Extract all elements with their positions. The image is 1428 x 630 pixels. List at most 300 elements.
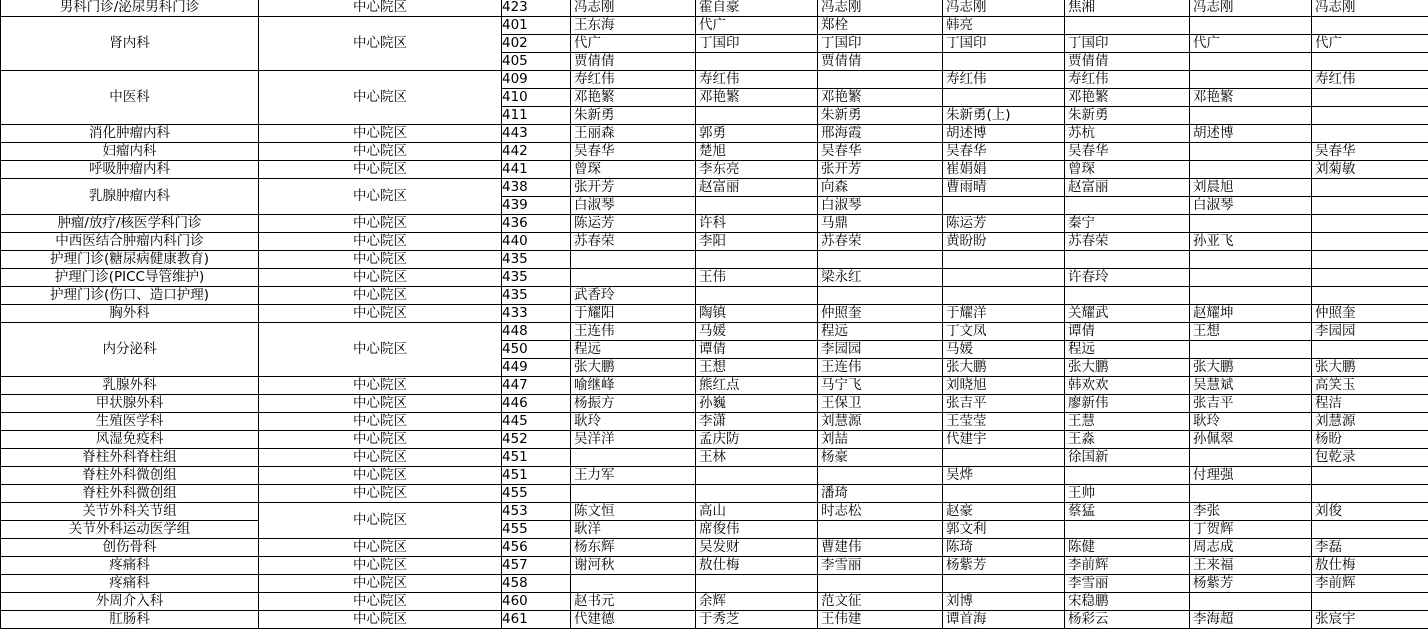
area-cell: 中心院区	[259, 251, 502, 269]
doctor-cell	[1312, 521, 1428, 539]
room-cell: 409	[502, 71, 571, 89]
doctor-cell: 高山	[696, 503, 818, 521]
table-row	[1, 71, 1428, 89]
room-cell: 460	[502, 593, 571, 611]
table-row	[1, 431, 1428, 449]
doctor-cell: 熊红点	[696, 377, 818, 395]
doctor-cell	[818, 575, 943, 593]
doctor-cell	[818, 287, 943, 305]
doctor-cell: 王丽森	[571, 125, 696, 143]
doctor-cell: 吴发财	[696, 539, 818, 557]
doctor-cell: 张开芳	[571, 179, 696, 197]
doctor-cell: 崔娟娟	[943, 161, 1065, 179]
dept-cell: 呼吸肿瘤内科	[1, 161, 259, 179]
doctor-cell: 刘晓旭	[943, 377, 1065, 395]
doctor-cell: 胡述博	[1190, 125, 1312, 143]
doctor-cell: 霍自豪	[696, 0, 818, 17]
dept-cell: 中医科	[1, 71, 259, 125]
doctor-cell	[1312, 17, 1428, 35]
doctor-cell	[1065, 467, 1190, 485]
dept-cell: 创伤骨科	[1, 539, 259, 557]
area-cell: 中心院区	[259, 611, 502, 629]
doctor-cell: 李潇	[696, 413, 818, 431]
dept-cell: 关节外科运动医学组	[1, 521, 259, 539]
table-row	[1, 215, 1428, 233]
doctor-cell: 朱新勇	[818, 107, 943, 125]
doctor-cell: 武香玲	[571, 287, 696, 305]
doctor-cell	[1065, 251, 1190, 269]
doctor-cell	[1190, 269, 1312, 287]
doctor-cell: 朱新勇	[571, 107, 696, 125]
table-row	[1, 413, 1428, 431]
doctor-cell: 张吉平	[943, 395, 1065, 413]
area-cell: 中心院区	[259, 125, 502, 143]
doctor-cell: 吴慧斌	[1190, 377, 1312, 395]
room-cell: 435	[502, 251, 571, 269]
doctor-cell: 王淼	[1065, 431, 1190, 449]
doctor-cell	[1312, 287, 1428, 305]
doctor-cell: 李园园	[818, 341, 943, 359]
doctor-cell: 耿洋	[571, 521, 696, 539]
doctor-cell: 陈运芳	[943, 215, 1065, 233]
doctor-cell: 蔡猛	[1065, 503, 1190, 521]
room-cell: 447	[502, 377, 571, 395]
doctor-cell: 刘博	[943, 593, 1065, 611]
room-cell: 452	[502, 431, 571, 449]
room-cell: 436	[502, 215, 571, 233]
table-row	[1, 485, 1428, 503]
doctor-cell: 谭倩	[1065, 323, 1190, 341]
doctor-cell: 耿玲	[571, 413, 696, 431]
doctor-cell: 马鼎	[818, 215, 943, 233]
area-cell: 中心院区	[259, 395, 502, 413]
doctor-cell: 王东海	[571, 17, 696, 35]
doctor-cell: 楚旭	[696, 143, 818, 161]
doctor-cell	[1190, 53, 1312, 71]
doctor-cell: 代广	[1312, 35, 1428, 53]
room-cell: 410	[502, 89, 571, 107]
doctor-cell: 李园园	[1312, 323, 1428, 341]
room-cell: 451	[502, 449, 571, 467]
room-cell: 433	[502, 305, 571, 323]
table-row	[1, 287, 1428, 305]
room-cell: 423	[502, 0, 571, 17]
doctor-cell	[818, 71, 943, 89]
doctor-cell	[696, 197, 818, 215]
doctor-cell: 冯志刚	[1312, 0, 1428, 17]
room-cell: 438	[502, 179, 571, 197]
doctor-cell: 曾琛	[1065, 161, 1190, 179]
dept-cell: 男科门诊/泌尿男科门诊	[1, 0, 259, 17]
doctor-cell: 梁永红	[818, 269, 943, 287]
table-row	[1, 0, 1428, 17]
doctor-cell: 邢海霞	[818, 125, 943, 143]
area-cell: 中心院区	[259, 539, 502, 557]
room-cell: 442	[502, 143, 571, 161]
doctor-cell: 敖仕梅	[1312, 557, 1428, 575]
table-row	[1, 323, 1428, 341]
doctor-cell: 赵富丽	[1065, 179, 1190, 197]
doctor-cell: 代建宇	[943, 431, 1065, 449]
doctor-cell: 杨盼	[1312, 431, 1428, 449]
doctor-cell: 白淑琴	[571, 197, 696, 215]
doctor-cell	[1312, 197, 1428, 215]
doctor-cell: 冯志刚	[571, 0, 696, 17]
dept-cell: 外周介入科	[1, 593, 259, 611]
doctor-cell: 丁国印	[1065, 35, 1190, 53]
doctor-cell: 王保卫	[818, 395, 943, 413]
doctor-cell: 邓艳繁	[696, 89, 818, 107]
room-cell: 457	[502, 557, 571, 575]
doctor-cell	[1065, 287, 1190, 305]
table-row	[1, 575, 1428, 593]
doctor-cell: 丁国印	[818, 35, 943, 53]
doctor-cell: 贾倩倩	[818, 53, 943, 71]
doctor-cell: 于耀阳	[571, 305, 696, 323]
doctor-cell: 王来福	[1190, 557, 1312, 575]
doctor-cell	[1190, 71, 1312, 89]
doctor-cell: 程洁	[1312, 395, 1428, 413]
doctor-cell: 付理强	[1190, 467, 1312, 485]
doctor-cell	[1312, 125, 1428, 143]
doctor-cell: 孙巍	[696, 395, 818, 413]
area-cell: 中心院区	[259, 593, 502, 611]
doctor-cell	[696, 53, 818, 71]
doctor-cell: 许春玲	[1065, 269, 1190, 287]
doctor-cell: 王伟	[696, 269, 818, 287]
dept-cell: 乳腺外科	[1, 377, 259, 395]
doctor-cell	[1312, 251, 1428, 269]
doctor-cell: 代建德	[571, 611, 696, 629]
area-cell: 中心院区	[259, 0, 502, 17]
doctor-cell	[1190, 107, 1312, 125]
doctor-cell	[943, 485, 1065, 503]
dept-cell: 疼痛科	[1, 575, 259, 593]
room-cell: 450	[502, 341, 571, 359]
doctor-cell: 杨豪	[818, 449, 943, 467]
dept-cell: 护理门诊(伤口、造口护理)	[1, 287, 259, 305]
doctor-cell: 丁国印	[696, 35, 818, 53]
dept-cell: 生殖医学科	[1, 413, 259, 431]
doctor-cell: 寿红伟	[696, 71, 818, 89]
doctor-cell: 王想	[696, 359, 818, 377]
doctor-cell: 张大鹏	[1312, 359, 1428, 377]
room-cell: 411	[502, 107, 571, 125]
room-cell: 445	[502, 413, 571, 431]
doctor-cell: 关耀武	[1065, 305, 1190, 323]
doctor-cell	[1190, 161, 1312, 179]
area-cell: 中心院区	[259, 233, 502, 251]
doctor-cell: 李东亮	[696, 161, 818, 179]
doctor-cell	[1190, 143, 1312, 161]
doctor-cell: 张吉平	[1190, 395, 1312, 413]
doctor-cell: 胡述博	[943, 125, 1065, 143]
doctor-cell: 孙亚飞	[1190, 233, 1312, 251]
doctor-cell	[943, 269, 1065, 287]
room-cell: 446	[502, 395, 571, 413]
doctor-cell: 邓艳繁	[1190, 89, 1312, 107]
doctor-cell	[1312, 179, 1428, 197]
area-cell: 中心院区	[259, 269, 502, 287]
doctor-cell: 王连伟	[818, 359, 943, 377]
doctor-cell	[1312, 53, 1428, 71]
doctor-cell: 冯志刚	[943, 0, 1065, 17]
table-row	[1, 17, 1428, 35]
area-cell: 中心院区	[259, 503, 502, 539]
doctor-cell: 赵耀坤	[1190, 305, 1312, 323]
doctor-cell: 马宁飞	[818, 377, 943, 395]
dept-cell: 关节外科关节组	[1, 503, 259, 521]
area-cell: 中心院区	[259, 161, 502, 179]
dept-cell: 乳腺肿瘤内科	[1, 179, 259, 215]
doctor-cell	[943, 53, 1065, 71]
doctor-cell: 邓艳繁	[1065, 89, 1190, 107]
doctor-cell: 刘菊敏	[1312, 161, 1428, 179]
doctor-cell	[1312, 341, 1428, 359]
table-row	[1, 503, 1428, 521]
room-cell: 441	[502, 161, 571, 179]
dept-cell: 消化肿瘤内科	[1, 125, 259, 143]
area-cell: 中心院区	[259, 449, 502, 467]
doctor-cell: 贾倩倩	[571, 53, 696, 71]
doctor-cell: 时志松	[818, 503, 943, 521]
table-row	[1, 377, 1428, 395]
doctor-cell: 韩亮	[943, 17, 1065, 35]
table-row	[1, 161, 1428, 179]
doctor-cell	[696, 107, 818, 125]
room-cell: 453	[502, 503, 571, 521]
table-row	[1, 539, 1428, 557]
doctor-cell: 吴春华	[1312, 143, 1428, 161]
doctor-cell: 马媛	[943, 341, 1065, 359]
doctor-cell	[818, 251, 943, 269]
doctor-cell: 黄盼盼	[943, 233, 1065, 251]
room-cell: 461	[502, 611, 571, 629]
table-row	[1, 593, 1428, 611]
doctor-cell: 耿玲	[1190, 413, 1312, 431]
area-cell: 中心院区	[259, 431, 502, 449]
doctor-cell: 刘喆	[818, 431, 943, 449]
area-cell: 中心院区	[259, 215, 502, 233]
doctor-cell: 寿红伟	[1312, 71, 1428, 89]
doctor-cell: 杨紫芳	[1190, 575, 1312, 593]
doctor-cell: 寿红伟	[1065, 71, 1190, 89]
doctor-cell: 敖仕梅	[696, 557, 818, 575]
doctor-cell: 包乾录	[1312, 449, 1428, 467]
doctor-cell	[1312, 89, 1428, 107]
table-row	[1, 557, 1428, 575]
doctor-cell: 张大鹏	[1065, 359, 1190, 377]
doctor-cell: 吴春华	[571, 143, 696, 161]
dept-cell: 护理门诊(PICC导管维护)	[1, 269, 259, 287]
doctor-cell	[1065, 521, 1190, 539]
doctor-cell: 于耀洋	[943, 305, 1065, 323]
doctor-cell: 冯志刚	[1190, 0, 1312, 17]
room-cell: 451	[502, 467, 571, 485]
doctor-cell: 向森	[818, 179, 943, 197]
doctor-cell: 赵豪	[943, 503, 1065, 521]
doctor-cell: 张大鹏	[943, 359, 1065, 377]
doctor-cell	[696, 251, 818, 269]
doctor-cell: 郭勇	[696, 125, 818, 143]
table-row	[1, 449, 1428, 467]
doctor-cell: 朱新勇	[1065, 107, 1190, 125]
doctor-cell	[696, 575, 818, 593]
doctor-cell	[943, 449, 1065, 467]
doctor-cell: 孙佩翠	[1190, 431, 1312, 449]
doctor-cell: 吴烨	[943, 467, 1065, 485]
doctor-cell: 李磊	[1312, 539, 1428, 557]
doctor-cell: 杨东辉	[571, 539, 696, 557]
doctor-cell: 韩欢欢	[1065, 377, 1190, 395]
doctor-cell: 郑栓	[818, 17, 943, 35]
doctor-cell	[818, 521, 943, 539]
table-row	[1, 251, 1428, 269]
room-cell: 448	[502, 323, 571, 341]
doctor-cell: 程远	[818, 323, 943, 341]
doctor-cell: 李雪丽	[818, 557, 943, 575]
room-cell: 449	[502, 359, 571, 377]
room-cell: 455	[502, 485, 571, 503]
doctor-cell: 白淑琴	[1190, 197, 1312, 215]
doctor-cell	[1312, 467, 1428, 485]
doctor-cell: 吴洋洋	[571, 431, 696, 449]
doctor-cell: 刘慧源	[1312, 413, 1428, 431]
room-cell: 458	[502, 575, 571, 593]
room-cell: 456	[502, 539, 571, 557]
doctor-cell	[1065, 197, 1190, 215]
doctor-cell: 代广	[571, 35, 696, 53]
dept-cell: 中西医结合肿瘤内科门诊	[1, 233, 259, 251]
doctor-cell: 李海超	[1190, 611, 1312, 629]
doctor-cell: 陈运芳	[571, 215, 696, 233]
doctor-cell: 白淑琴	[818, 197, 943, 215]
doctor-cell	[1312, 485, 1428, 503]
doctor-cell: 李雪丽	[1065, 575, 1190, 593]
doctor-cell: 苏春荣	[571, 233, 696, 251]
doctor-cell: 曾琛	[571, 161, 696, 179]
doctor-cell: 王莹莹	[943, 413, 1065, 431]
doctor-cell	[1065, 17, 1190, 35]
room-cell: 455	[502, 521, 571, 539]
room-cell: 440	[502, 233, 571, 251]
doctor-cell: 寿红伟	[943, 71, 1065, 89]
doctor-cell: 贾倩倩	[1065, 53, 1190, 71]
table-row	[1, 521, 1428, 539]
doctor-cell: 寿红伟	[571, 71, 696, 89]
room-cell: 401	[502, 17, 571, 35]
doctor-cell: 许科	[696, 215, 818, 233]
doctor-cell: 孟庆防	[696, 431, 818, 449]
doctor-cell: 陶镇	[696, 305, 818, 323]
doctor-cell: 苏杭	[1065, 125, 1190, 143]
dept-cell: 胸外科	[1, 305, 259, 323]
area-cell: 中心院区	[259, 485, 502, 503]
doctor-cell	[571, 575, 696, 593]
doctor-cell	[1312, 215, 1428, 233]
room-cell: 439	[502, 197, 571, 215]
doctor-cell: 于秀芝	[696, 611, 818, 629]
doctor-cell	[571, 449, 696, 467]
doctor-cell: 余辉	[696, 593, 818, 611]
area-cell: 中心院区	[259, 575, 502, 593]
doctor-cell: 代广	[696, 17, 818, 35]
doctor-cell: 张大鹏	[1190, 359, 1312, 377]
doctor-cell: 赵富丽	[696, 179, 818, 197]
doctor-cell: 王连伟	[571, 323, 696, 341]
doctor-cell	[1190, 341, 1312, 359]
doctor-cell	[1190, 17, 1312, 35]
doctor-cell: 吴春华	[818, 143, 943, 161]
doctor-cell: 曹建伟	[818, 539, 943, 557]
doctor-cell: 郭文利	[943, 521, 1065, 539]
table-row	[1, 395, 1428, 413]
area-cell: 中心院区	[259, 287, 502, 305]
doctor-cell: 赵书元	[571, 593, 696, 611]
doctor-cell: 宋稳鹏	[1065, 593, 1190, 611]
doctor-cell: 苏春荣	[818, 233, 943, 251]
doctor-cell	[818, 467, 943, 485]
area-cell: 中心院区	[259, 557, 502, 575]
doctor-cell: 刘晨旭	[1190, 179, 1312, 197]
doctor-cell	[571, 251, 696, 269]
doctor-cell: 李前辉	[1065, 557, 1190, 575]
doctor-cell: 陈文恒	[571, 503, 696, 521]
doctor-cell: 李前辉	[1312, 575, 1428, 593]
doctor-cell	[943, 287, 1065, 305]
doctor-cell	[943, 197, 1065, 215]
doctor-cell: 吴春华	[943, 143, 1065, 161]
doctor-cell: 张开芳	[818, 161, 943, 179]
dept-cell: 疼痛科	[1, 557, 259, 575]
doctor-cell: 程远	[1065, 341, 1190, 359]
doctor-cell	[1190, 593, 1312, 611]
doctor-cell: 张大鹏	[571, 359, 696, 377]
doctor-cell: 丁文凤	[943, 323, 1065, 341]
doctor-cell: 马媛	[696, 323, 818, 341]
room-cell: 435	[502, 269, 571, 287]
doctor-cell: 王慧	[1065, 413, 1190, 431]
doctor-cell: 潘琦	[818, 485, 943, 503]
doctor-cell: 王想	[1190, 323, 1312, 341]
doctor-cell: 陈琦	[943, 539, 1065, 557]
doctor-cell: 谢河秋	[571, 557, 696, 575]
doctor-cell: 杨彩云	[1065, 611, 1190, 629]
doctor-cell: 徐国新	[1065, 449, 1190, 467]
doctor-cell: 杨紫芳	[943, 557, 1065, 575]
doctor-cell: 张宸宇	[1312, 611, 1428, 629]
doctor-cell: 程远	[571, 341, 696, 359]
doctor-cell	[1190, 287, 1312, 305]
table-row	[1, 143, 1428, 161]
room-cell: 435	[502, 287, 571, 305]
doctor-cell	[943, 251, 1065, 269]
area-cell: 中心院区	[259, 305, 502, 323]
doctor-cell	[1312, 107, 1428, 125]
area-cell: 中心院区	[259, 17, 502, 71]
dept-cell: 甲状腺外科	[1, 395, 259, 413]
doctor-cell: 范文征	[818, 593, 943, 611]
area-cell: 中心院区	[259, 323, 502, 377]
doctor-cell: 喻继峰	[571, 377, 696, 395]
doctor-cell: 冯志刚	[818, 0, 943, 17]
dept-cell: 肛肠科	[1, 611, 259, 629]
doctor-cell: 仲照奎	[818, 305, 943, 323]
area-cell: 中心院区	[259, 179, 502, 215]
doctor-cell	[696, 485, 818, 503]
doctor-cell	[1190, 251, 1312, 269]
doctor-cell: 丁贺辉	[1190, 521, 1312, 539]
